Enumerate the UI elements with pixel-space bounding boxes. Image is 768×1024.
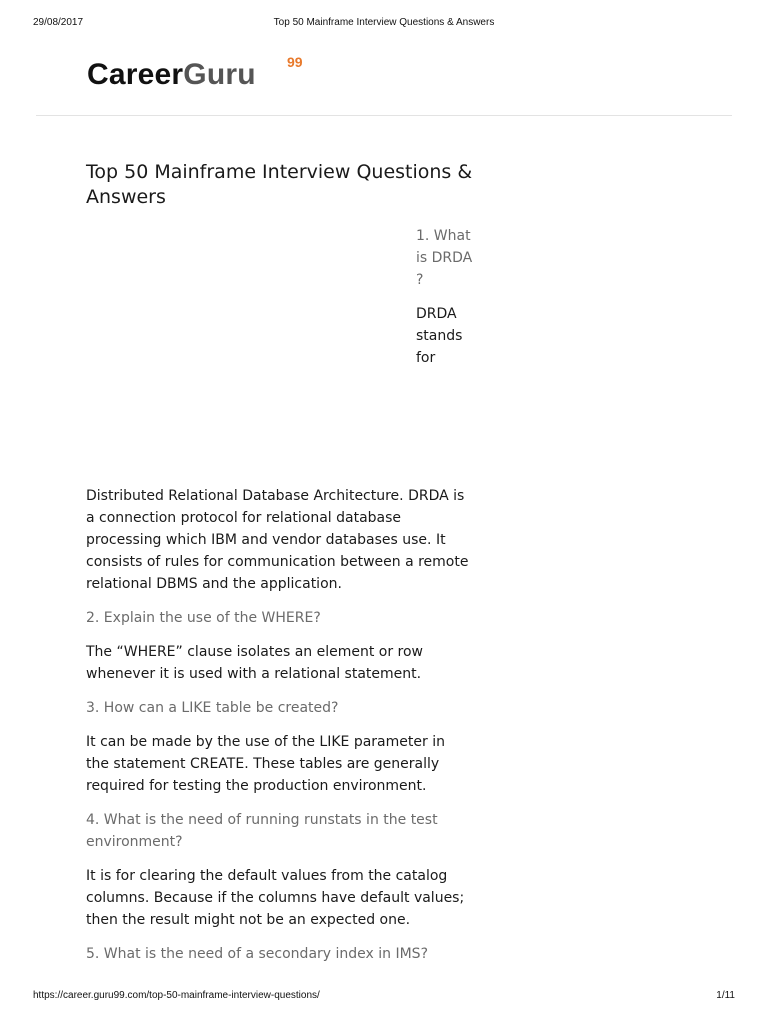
page-number: 1/11	[716, 990, 735, 1001]
question-5: 5. What is the need of a secondary index in IMS?	[86, 946, 429, 962]
logo-career-text: Career	[87, 58, 184, 91]
question-2: 2. Explain the use of the WHERE?	[86, 610, 321, 626]
answer-1-start: DRDA stands for	[416, 306, 463, 366]
print-document-title: Top 50 Mainframe Interview Questions & Answers	[273, 17, 495, 28]
question-3: 3. How can a LIKE table be created?	[86, 700, 339, 716]
answer-3: It can be made by the use of the LIKE parameter in the statement CREATE. These tables are generally required for testing the production environment.	[86, 734, 445, 794]
logo-wordmark	[87, 58, 256, 92]
print-header	[33, 17, 735, 31]
print-date: 29/08/2017	[33, 17, 84, 28]
article-body	[86, 485, 471, 977]
question-1: 1. What is DRDA ?	[416, 228, 473, 288]
print-footer	[33, 990, 735, 1004]
answer-4: It is for clearing the default values from the catalog columns. Because if the columns have default values; then the result might not be an expected one.	[86, 868, 465, 928]
answer-2: The “WHERE” clause isolates an element or row whenever it is used with a relational statement.	[86, 644, 424, 682]
narrow-column	[416, 225, 476, 369]
answer-1-text: Distributed Relational Database Architecture. DRDA is a connection protocol for relational database processing which IBM and vendor databases use. It consists of rules for communication between a remote relational DBMS and the application.	[86, 488, 469, 592]
logo-number: 99	[287, 54, 303, 70]
page-title: Top 50 Mainframe Interview Questions & Answers	[86, 161, 473, 208]
question-4: 4. What is the need of running runstats in the test environment?	[86, 812, 438, 850]
header-divider	[36, 115, 732, 116]
page-url[interactable]: https://career.guru99.com/top-50-mainframe-interview-questions/	[33, 990, 320, 1001]
logo-guru-text: Guru	[183, 58, 256, 91]
